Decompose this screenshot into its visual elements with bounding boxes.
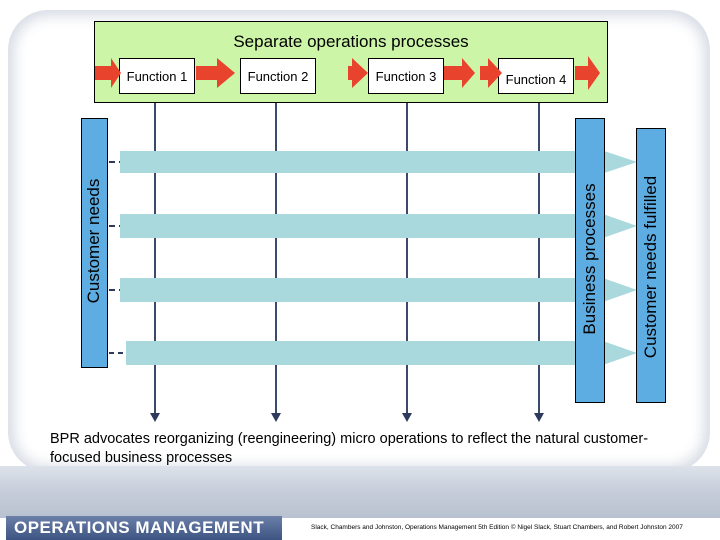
red-arrow-5 — [480, 58, 502, 88]
red-arrow-1 — [95, 58, 121, 88]
function-1-label: Function 1 — [126, 68, 188, 84]
business-processes-label: Business processes — [580, 183, 599, 335]
red-arrow-6 — [575, 56, 600, 90]
separate-operations-title: Separate operations processes — [233, 32, 469, 51]
function-4-label: Function 4 — [505, 72, 567, 87]
footer-bridge-band — [0, 466, 720, 518]
copyright-credit: Slack, Chambers and Johnston, Operations Management 5th Edition © Nigel Slack, Stuart Chambers, and Robert Johnston 2007 — [311, 524, 683, 531]
operations-management-logo — [6, 516, 282, 540]
customer-needs-label: Customer needs — [84, 178, 103, 304]
function-3-label: Function 3 — [375, 68, 437, 84]
bpr-description: BPR advocates reorganizing (reengineering) micro operations to reflect the natural customer-focused business processes — [50, 431, 649, 466]
red-arrow-2 — [196, 58, 235, 88]
customer-needs-fulfilled-label: Customer needs fulfilled — [641, 175, 660, 359]
logo-text: OPERATIONS MANAGEMENT — [14, 518, 265, 537]
red-arrow-4 — [444, 58, 475, 88]
function-2-label: Function 2 — [247, 68, 309, 84]
red-arrow-3 — [348, 58, 368, 88]
